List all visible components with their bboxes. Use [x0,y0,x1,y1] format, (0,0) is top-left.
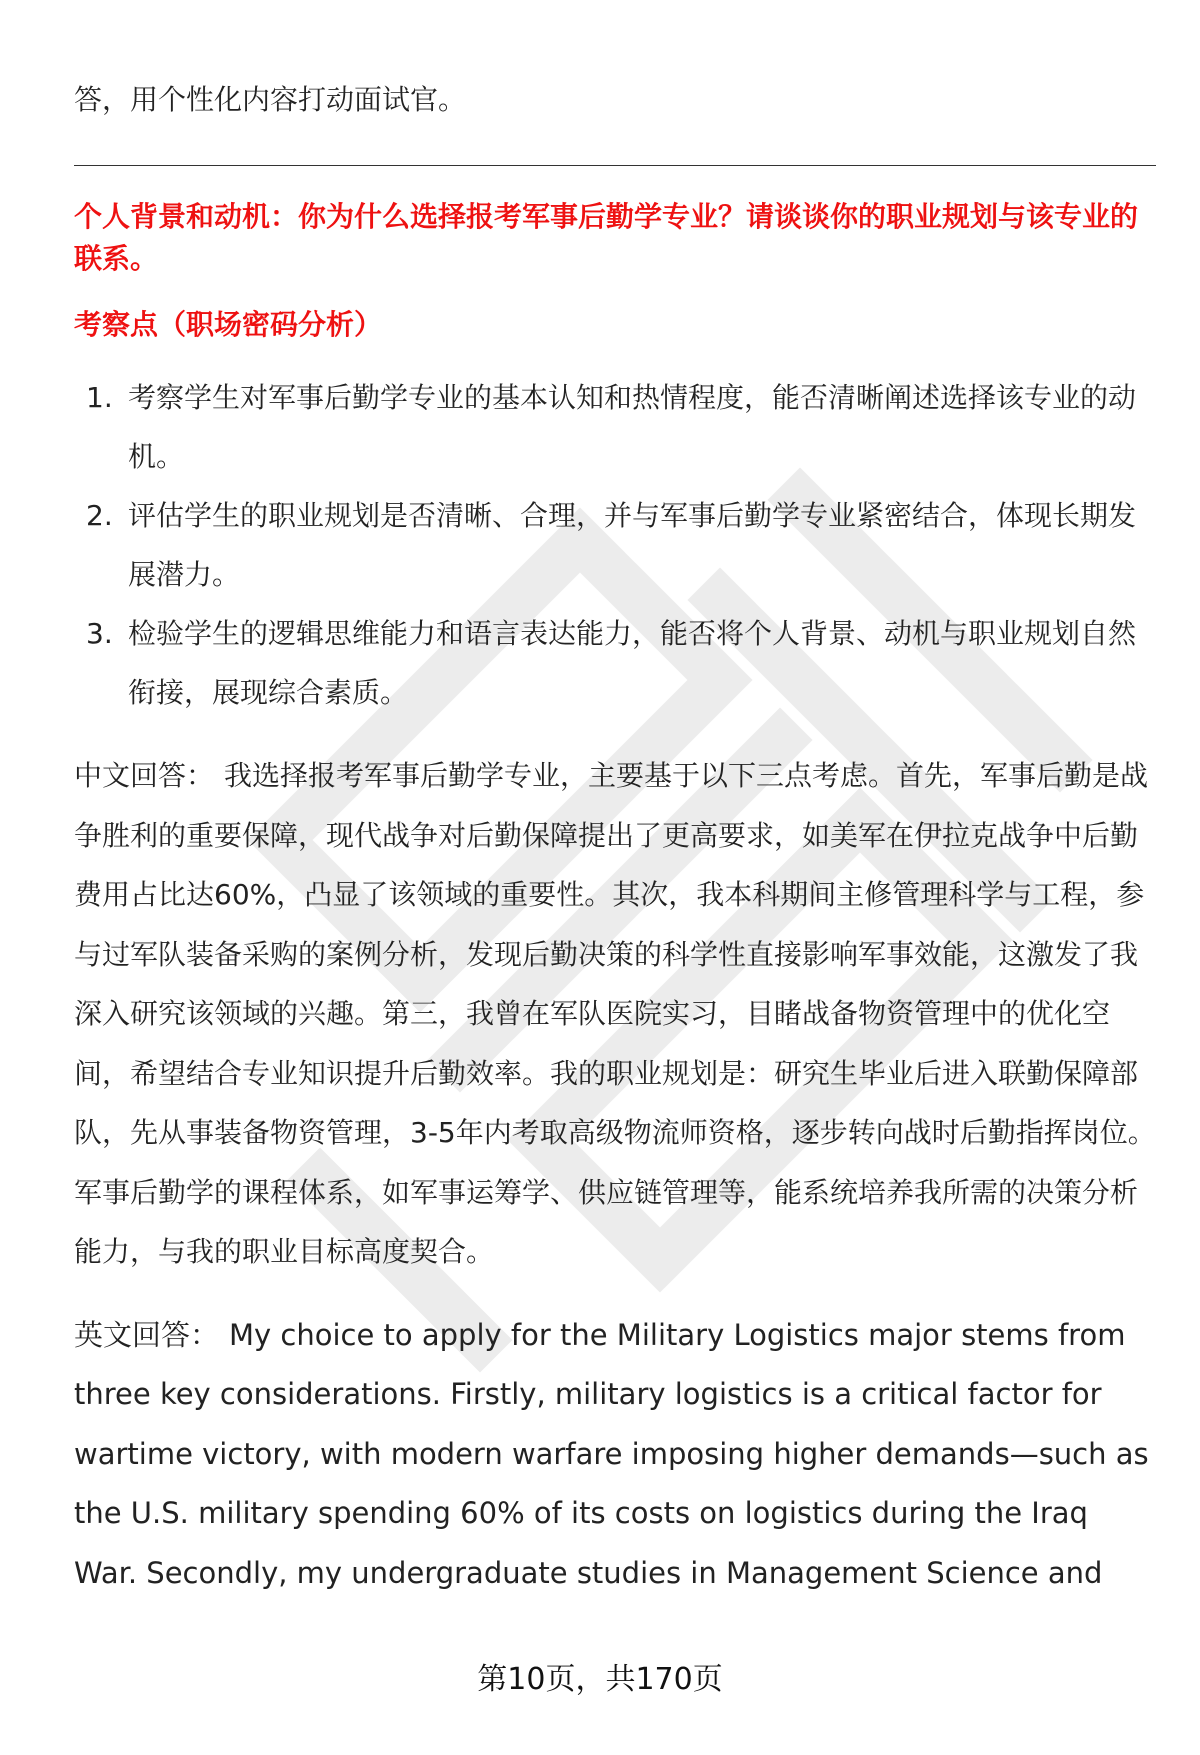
point-item [74,486,1156,604]
point-text: 评估学生的职业规划是否清晰、合理，并与军事后勤学专业紧密结合，体现长期发展潜力。 [128,499,1137,591]
point-item [74,604,1156,722]
chinese-answer-label: 中文回答： [74,759,215,792]
chinese-answer [74,746,1156,1282]
content-area [74,70,1156,1603]
chinese-answer-text: 我选择报考军事后勤学专业，主要基于以下三点考虑。首先，军事后勤是战争胜利的重要保障，现代战争对后勤保障提出了更高要求，如美军在伊拉克战争中后勤费用占比达60%，凸显了该领域的重要性。其次，我本科期间主修管理科学与工程，参与过军队装备采购的案例分析，发现后勤决策的科学性直接影响军事效能，这激发了我深入研究该领域的兴趣。第三，我曾在军队医院实习，目睹战备物资管理中的优化空间，希望结合专业知识提升后勤效率。我的职业规划是：研究生毕业后进入联勤保障部队，先从事装备物资管理，3-5年内考取高级物流师资格，逐步转向战时后勤指挥岗位。军事后勤学的课程体系，如军事运筹学、供应链管理等，能系统培养我所需的决策分析能力，与我的职业目标高度契合。 [74,759,1156,1268]
point-number: 2. [86,499,113,532]
page-footer: 第10页，共170页 [477,1662,723,1697]
point-item [74,368,1156,486]
english-answer-text: My choice to apply for the Military Logistics major stems from three key considerations. Firstly, military logistics is a critical factor for wartime victory, with modern warfare imposing higher demands—such as the U.S. military spending 60% of its costs on logistics during the Iraq War. Secondly, my undergraduate studies in Management Science and [74,1317,1149,1590]
point-text: 考察学生对军事后勤学专业的基本认知和热情程度，能否清晰阐述选择该专业的动机。 [128,381,1137,473]
points-title: 考察点（职场密码分析） [74,308,383,341]
point-text: 检验学生的逻辑思维能力和语言表达能力，能否将个人背景、动机与职业规划自然衔接，展现综合素质。 [128,617,1137,709]
section-divider [74,165,1156,166]
points-list [74,368,1156,722]
intro-fragment: 答，用个性化内容打动面试官。 [74,83,467,116]
english-answer [74,1306,1156,1604]
question-heading: 个人背景和动机：你为什么选择报考军事后勤学专业？请谈谈你的职业规划与该专业的联系。 [74,200,1139,275]
point-number: 1. [86,381,113,414]
english-answer-label: 英文回答： [74,1317,220,1352]
point-number: 3. [86,617,113,650]
